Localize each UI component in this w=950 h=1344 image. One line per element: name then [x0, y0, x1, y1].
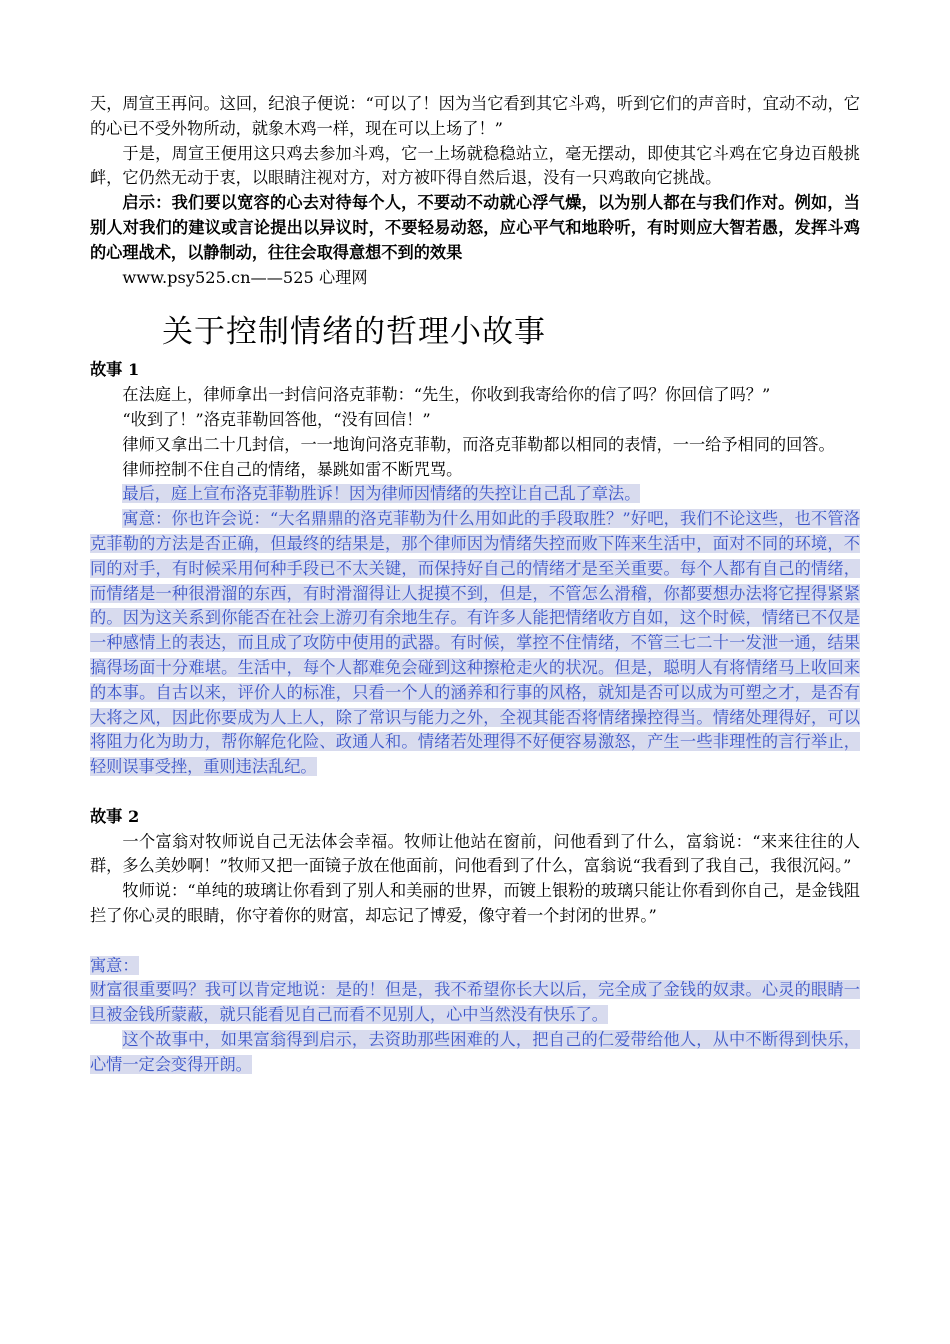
source-line: www.psy525.cn——525 心理网 — [122, 267, 368, 287]
paragraph: 于是，周宣王便用这只鸡去参加斗鸡，它一上场就稳稳站立，毫无摆动，即使其它斗鸡在它身边百般挑衅，它仍然无动于衷，以眼睛注视对方，对方被吓得自然后退，没有一只鸡敢向它挑战。 — [90, 143, 860, 188]
story-2-label: 故事 2 — [90, 806, 140, 826]
highlight-text: 财富很重要吗？我可以肯定地说：是的！但是，我不希望你长大以后，完全成了金钱的奴隶。心灵的眼睛一旦被金钱所蒙蔽，就只能看见自己而看不见别人，心中当然没有快乐了。 — [90, 980, 860, 1025]
spacer — [90, 780, 860, 805]
paragraph: 天，周宣王再问。这回，纪浪子便说：“可以了！因为当它看到其它斗鸡，听到它们的声音时，宜动不动，它的心已不受外物所动，就象木鸡一样，现在可以上场了！” — [90, 94, 860, 138]
paragraph: 律师控制不住自己的情绪，暴跳如雷不断咒骂。 — [122, 459, 463, 479]
document-page — [90, 92, 860, 1077]
paragraph: 在法庭上，律师拿出一封信问洛克菲勒：“先生，你收到我寄给你的信了吗？你回信了吗？” — [122, 385, 771, 405]
highlighted-paragraph — [90, 1028, 860, 1078]
paragraph: “收到了！”洛克菲勒回答他，“没有回信！” — [122, 409, 431, 429]
paragraph: 一个富翁对牧师说自己无法体会幸福。牧师让他站在窗前，问他看到了什么，富翁说：“来来往往的人群，多么美妙啊！”牧师又把一面镜子放在他面前，问他看到了什么，富翁说“我看到了我自己，我很沉闷。” — [90, 831, 860, 876]
highlighted-paragraph — [90, 507, 860, 780]
insight-paragraph: 启示：我们要以宽容的心去对待每个人，不要动不动就心浮气燥，以为别人都在与我们作对。例如，当别人对我们的建议或言论提出以异议时，不要轻易动怒，应心平气和地聆听，有时则应大智若愚，发挥斗鸡的心理战术，以静制动，往往会取得意想不到的效果 — [90, 193, 860, 262]
paragraph: 律师又拿出二十几封信，一一地询问洛克菲勒，而洛克菲勒都以相同的表情，一一给予相同的回答。 — [122, 434, 835, 454]
moral-label: 寓意： — [90, 955, 139, 975]
highlight-text: 最后，庭上宣布洛克菲勒胜诉！因为律师因情绪的失控让自己乱了章法。 — [122, 484, 641, 504]
highlight-text: 寓意：你也许会说：“大名鼎鼎的洛克菲勒为什么用如此的手段取胜？”好吧，我们不论这些，也不管洛克菲勒的方法是否正确，但最终的结果是，那个律师因为情绪失控而败下阵来生活中，面对不同的环境，不同的对手，有时候采用何种手段已不太关键，而保持好自己的情绪才是至关重要。每个人都有自己的情绪，而情绪是一种很滑溜的东西，有时滑溜得让人捉摸不到，但是，不管怎么滑稽，你都要想办法将它捏得紧紧的。因为这关系到你能否在社会上游刃有余地生存。有许多人能把情绪收方自如，这个时候，情绪已不仅是一种感情上的表达，而且成了攻防中使用的武器。有时候，掌控不住情绪，不管三七二十一发泄一通，结果搞得场面十分难堪。生活中，每个人都难免会碰到这种擦枪走火的状况。但是，聪明人有将情绪马上收回来的本事。自古以来，评价人的标准，只看一个人的涵养和行事的风格，就知是否可以成为可塑之才，是否有大将之风，因此你要成为人上人，除了常识与能力之外，全视其能否将情绪操控得当。情绪处理得好，可以将阻力化为助力，帮你解危化险、政通人和。情绪若处理得不好便容易激怒，产生一些非理性的言行举止，轻则误事受挫，重则违法乱纪。 — [90, 509, 860, 777]
story-1-label: 故事 1 — [90, 360, 140, 380]
paragraph: 牧师说：“单纯的玻璃让你看到了别人和美丽的世界，而镀上银粉的玻璃只能让你看到你自己，是金钱阻拦了你心灵的眼睛，你守着你的财富，却忘记了博爱，像守着一个封闭的世界。” — [90, 881, 860, 925]
page-title: 关于控制情绪的哲理小故事 — [162, 314, 546, 351]
spacer — [90, 929, 860, 954]
highlighted-paragraph — [90, 482, 860, 507]
highlighted-paragraph — [90, 978, 860, 1028]
highlight-text: 这个故事中，如果富翁得到启示，去资助那些困难的人，把自己的仁爱带给他人，从中不断得到快乐，心情一定会变得开朗。 — [90, 1029, 860, 1074]
highlighted-paragraph — [90, 954, 860, 979]
